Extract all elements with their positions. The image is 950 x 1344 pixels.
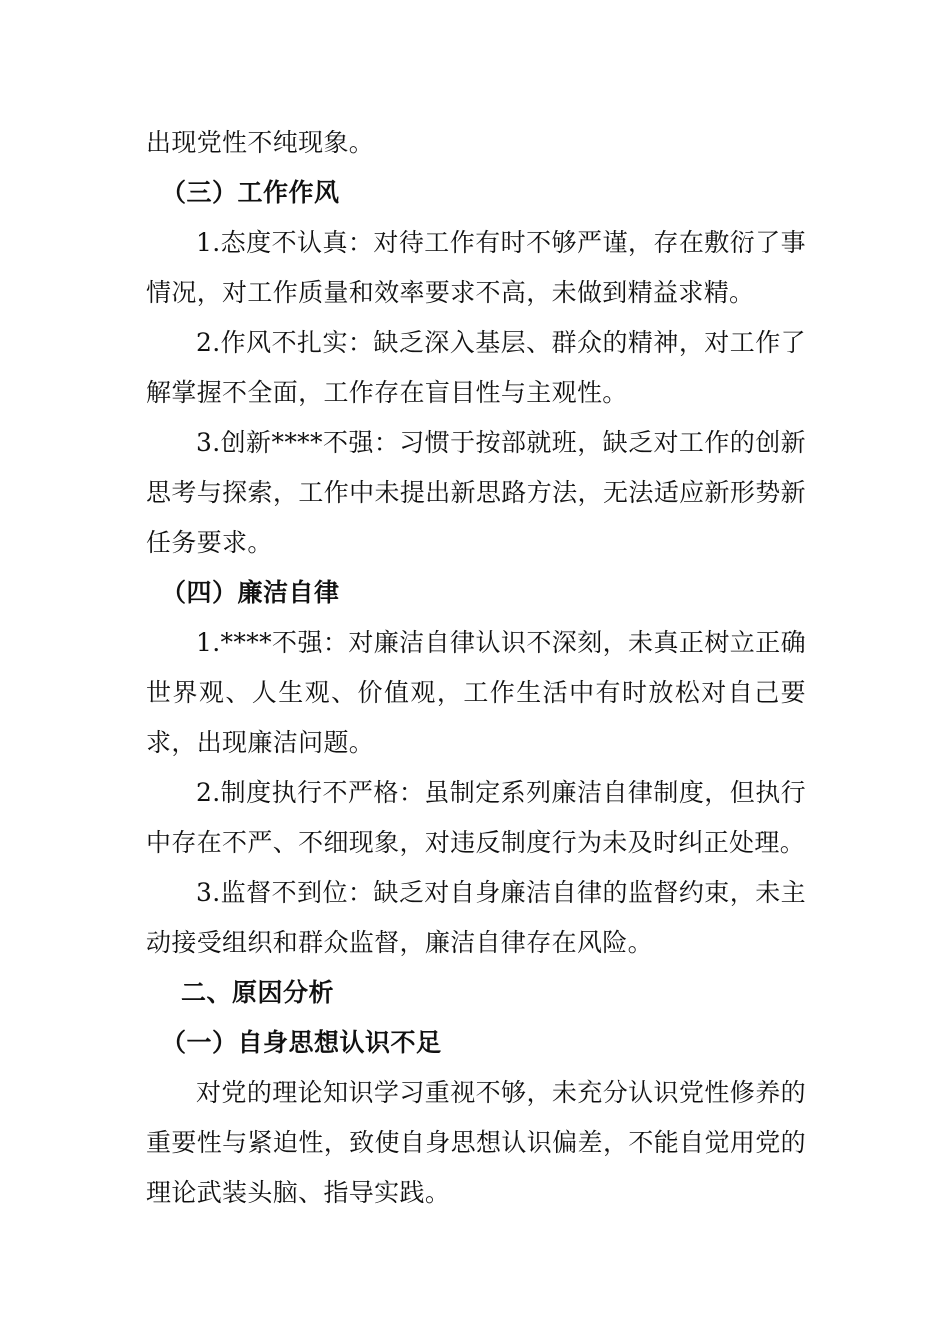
s3-item-2: 2.作风不扎实：缺乏深入基层、群众的精神，对工作了解掌握不全面，工作存在盲目性与主观性。: [146, 328, 806, 407]
part-2-sub-1-heading: （一）自身思想认识不足: [161, 1028, 442, 1057]
s4-item-1: 1.****不强：对廉洁自律认识不深刻，未真正树立正确世界观、人生观、价值观，工作生活中有时放松对自己要求，出现廉洁问题。: [146, 628, 806, 757]
document-page: [146, 118, 806, 1218]
s3-item-3: 3.创新****不强：习惯于按部就班，缺乏对工作的创新思考与探索，工作中未提出新思路方法，无法适应新形势新任务要求。: [146, 428, 806, 557]
section-3-heading: （三）工作作风: [161, 178, 340, 207]
s4-item-3: 3.监督不到位：缺乏对自身廉洁自律的监督约束，未主动接受组织和群众监督，廉洁自律存在风险。: [146, 878, 806, 957]
section-4-heading: （四）廉洁自律: [161, 578, 340, 607]
part-2-heading: 二、原因分析: [181, 978, 335, 1007]
part-2-sub-1-body: 对党的理论知识学习重视不够，未充分认识党性修养的重要性与紧迫性，致使自身思想认识偏差，不能自觉用党的理论武装头脑、指导实践。: [146, 1078, 806, 1207]
continuation-text: 出现党性不纯现象。: [146, 128, 375, 157]
s4-item-2: 2.制度执行不严格：虽制定系列廉洁自律制度，但执行中存在不严、不细现象，对违反制度行为未及时纠正处理。: [146, 778, 806, 857]
s3-item-1: 1.态度不认真：对待工作有时不够严谨，存在敷衍了事情况，对工作质量和效率要求不高，未做到精益求精。: [146, 228, 806, 307]
